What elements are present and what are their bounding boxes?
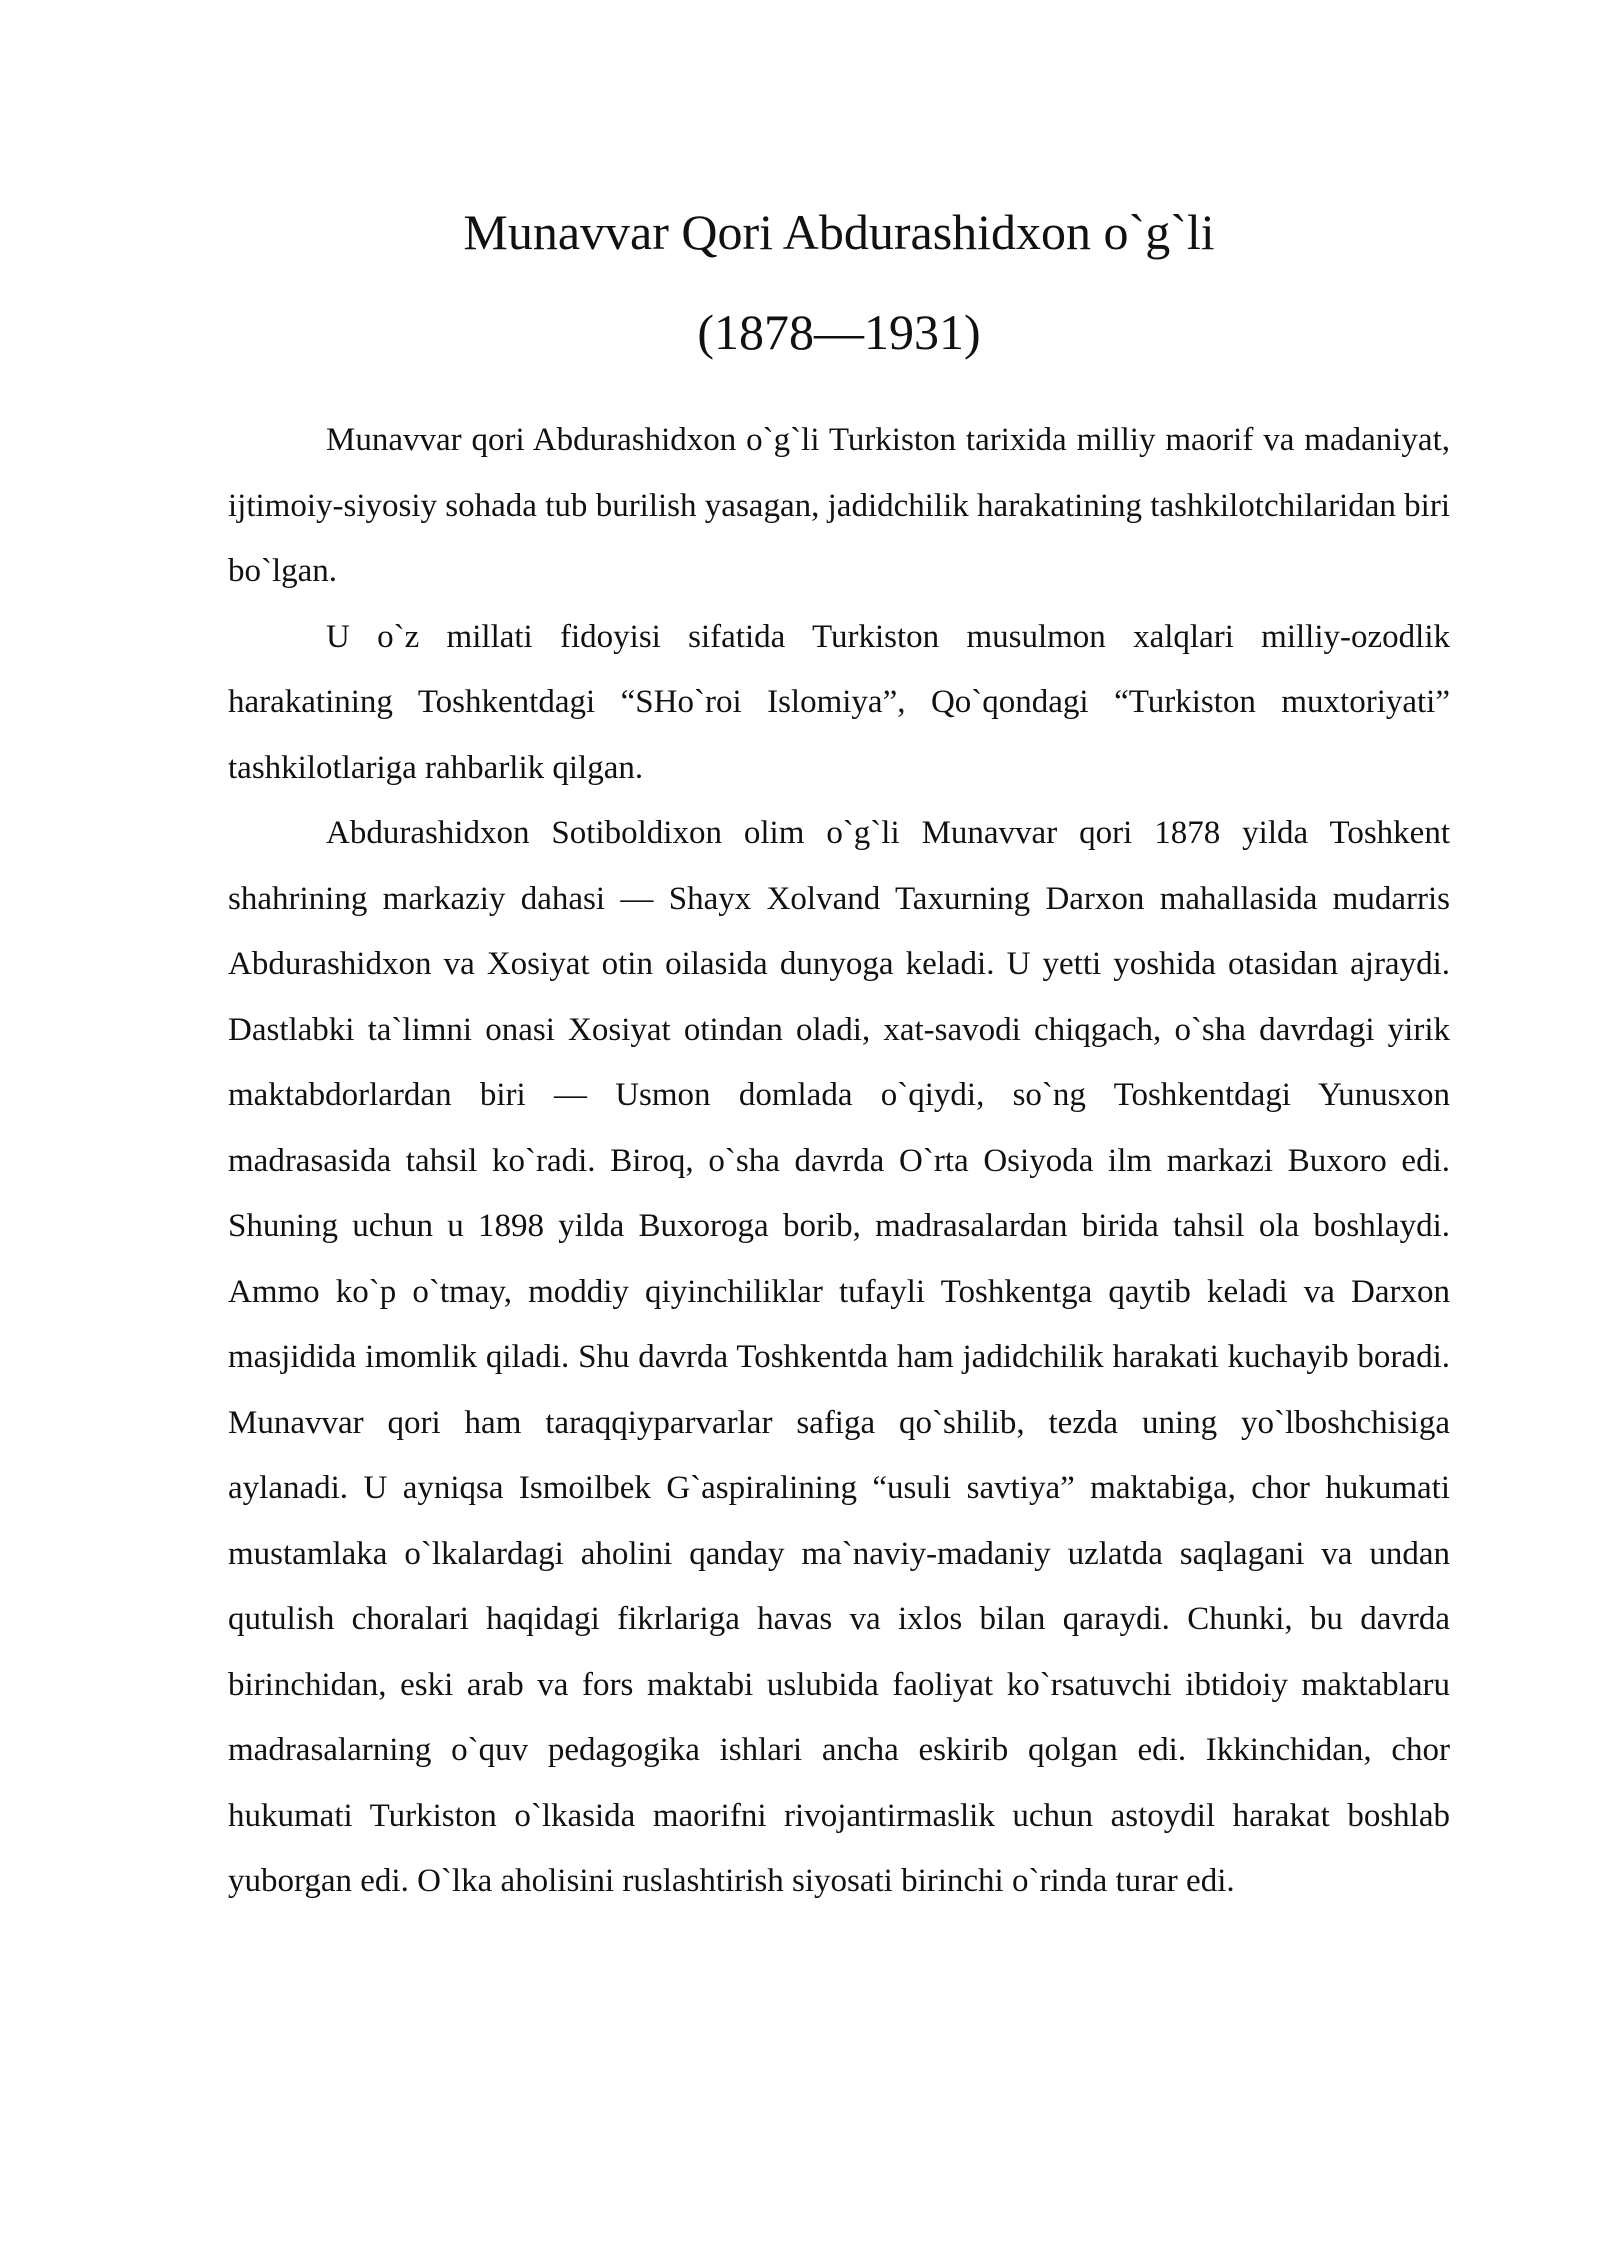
document-title: Munavvar Qori Abdurashidxon o`g`li — [463, 204, 1215, 260]
paragraph-biography: Abdurashidxon Sotiboldixon olim o`g`li Munavvar qori 1878 yilda Toshkent shahrining markaziy dahasi — Shayx Xolvand Taxurning Darxon mahallasida mudarris Abdurashidxon va Xosiyat otin oilasida dunyoga keladi. U yetti yoshida otasidan ajraydi. Dastlabki ta`limni onasi Xosiyat otindan oladi, xat-savodi chiqgach, o`sha davrdagi yirik maktabdorlardan biri — Usmon domlada o`qiydi, so`ng Toshkentdagi Yunusxon madrasasida tahsil ko`radi. Biroq, o`sha davrda O`rta Osiyoda ilm markazi Buxoro edi. Shuning uchun u 1898 yilda Buxoroga borib, madrasalardan birida tahsil ola boshlaydi. Ammo ko`p o`tmay, moddiy qiyinchiliklar tufayli Toshkentga qaytib keladi va Darxon masjidida imomlik qiladi. Shu davrda Toshkentda ham jadidchilik harakati kuchayib boradi. Munavvar qori ham taraqqiyparvarlar safiga qo`shilib, tezda uning yo`lboshchisiga aylanadi. U ayniqsa Ismoilbek G`aspiralining “usuli savtiya” maktabiga, chor hukumati mustamlaka o`lkalardagi aholini qanday ma`naviy-madaniy uzlatda saqlagani va undan qutulish choralari haqidagi fikrlariga havas va ixlos bilan qaraydi. Chunki, bu davrda birinchidan, eski arab va fors maktabi uslubida faoliyat ko`rsatuvchi ibtidoiy maktablaru madrasalarning o`quv pedagogika ishlari ancha eskirib qolgan edi. Ikkinchidan, chor hukumati Turkiston o`lkasida maorifni rivojantirmaslik uchun astoydil harakat boshlab yuborgan edi. O`lka aholisini ruslashtirish siyosati birinchi o`rinda turar edi. — [228, 815, 1450, 1899]
paragraph-intro: Munavvar qori Abdurashidxon o`g`li Turkiston tarixida milliy maorif va madaniyat, ijtimoiy-siyosiy sohada tub burilish yasagan, jadidchilik harakatining tashkilotchilaridan biri bo`lgan. — [228, 422, 1450, 589]
document-years: (1878—1931) — [697, 304, 981, 360]
document-page — [228, 200, 1450, 1915]
document-body — [228, 408, 1450, 1915]
paragraph-leadership: U o`z millati fidoyisi sifatida Turkiston musulmon xalqlari milliy-ozodlik harakatining Toshkentdagi “SHo`roi Islomiya”, Qo`qondagi “Turkiston muxtoriyati” tashkilotlariga rahbarlik qilgan. — [228, 618, 1450, 786]
